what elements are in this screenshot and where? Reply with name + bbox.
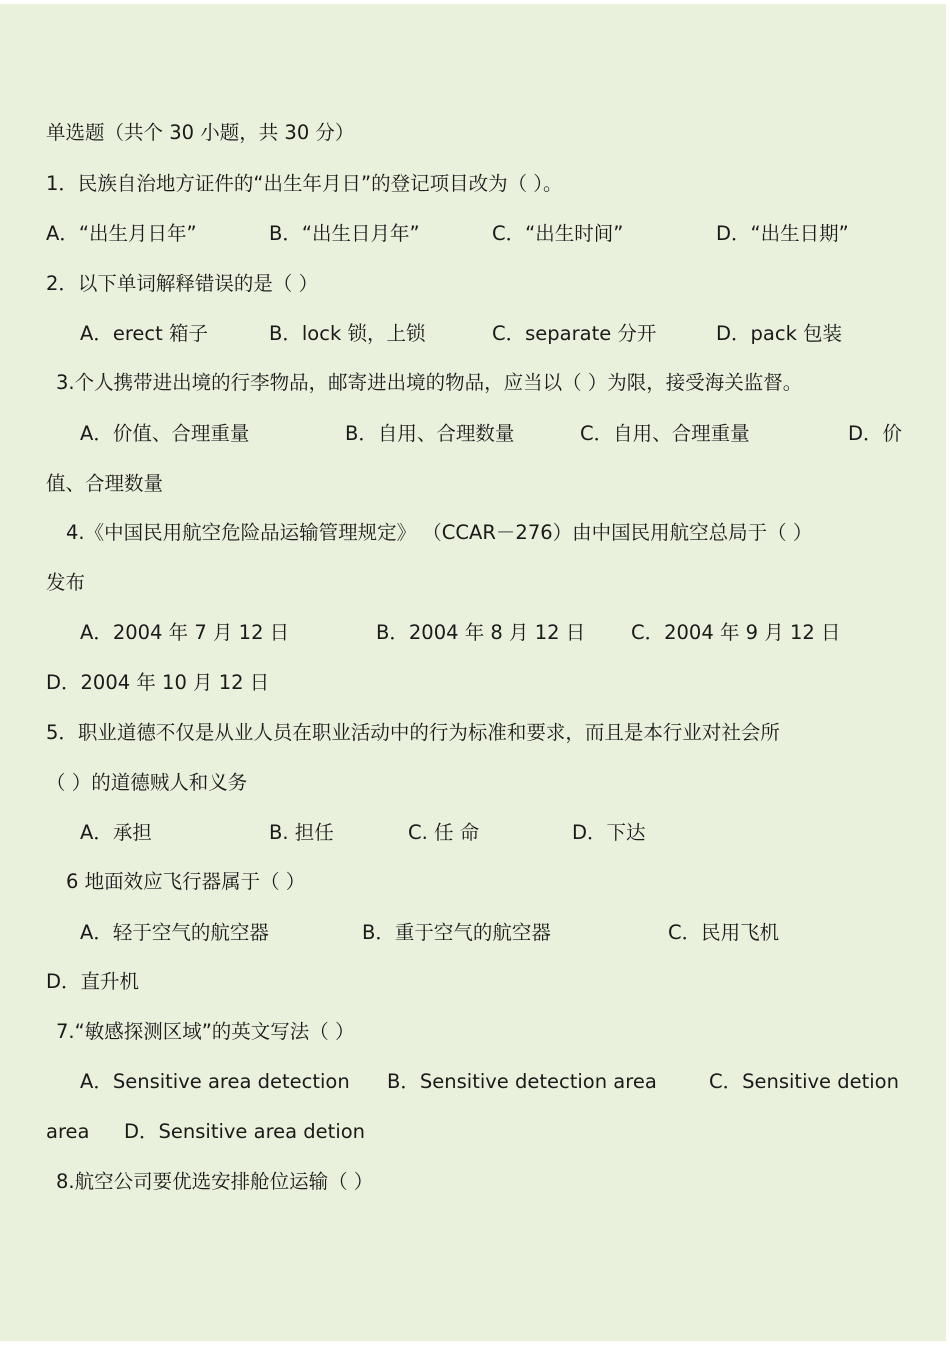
question-5-option-a: A．承担 bbox=[80, 821, 152, 844]
question-7-option-c: C．Sensitive detion bbox=[709, 1070, 899, 1093]
question-1-option-c: C．“出生时间” bbox=[492, 222, 624, 245]
question-3-stem: 3.个人携带进出境的行李物品，邮寄进出境的物品，应当以（ ）为限，接受海关监督。 bbox=[56, 371, 803, 394]
question-4-stem-continued: 发布 bbox=[46, 571, 86, 594]
document-page bbox=[0, 4, 948, 1341]
question-5-stem: 5．职业道德不仅是从业人员在职业活动中的行为标准和要求，而且是本行业对社会所 bbox=[46, 721, 780, 744]
question-5-option-d: D．下达 bbox=[572, 821, 646, 844]
question-1-option-b: B．“出生日月年” bbox=[269, 222, 420, 245]
question-6-stem: 6 地面效应飞行器属于（ ） bbox=[66, 870, 306, 893]
question-1-option-a: A．“出生月日年” bbox=[46, 222, 197, 245]
question-6-option-c: C．民用飞机 bbox=[668, 921, 780, 944]
question-6-option-a: A．轻于空气的航空器 bbox=[80, 921, 269, 944]
question-2-option-a: A．erect 箱子 bbox=[80, 322, 208, 345]
question-7-option-b: B．Sensitive detection area bbox=[387, 1070, 657, 1093]
question-4-stem: 4.《中国民用航空危险品运输管理规定》 （CCAR－276）由中国民用航空总局于（ ） bbox=[66, 521, 813, 544]
question-2-stem: 2．以下单词解释错误的是（ ） bbox=[46, 272, 319, 295]
question-4-option-a: A．2004 年 7 月 12 日 bbox=[80, 621, 290, 644]
question-3-option-d-continued: 值、合理数量 bbox=[46, 472, 164, 495]
question-3-option-c: C．自用、合理重量 bbox=[580, 422, 750, 445]
question-5-stem-continued: （ ）的道德贼人和义务 bbox=[46, 771, 248, 794]
question-4-option-d: D．2004 年 10 月 12 日 bbox=[46, 671, 270, 694]
question-8-stem: 8.航空公司要优选安排舱位运输（ ） bbox=[56, 1170, 374, 1193]
question-7-option-c-continued: area bbox=[46, 1120, 90, 1143]
question-6-option-b: B．重于空气的航空器 bbox=[362, 921, 551, 944]
question-6-option-d: D．直升机 bbox=[46, 970, 140, 993]
question-2-option-b: B．lock 锁，上锁 bbox=[269, 322, 426, 345]
section-title: 单选题（共个 30 小题，共 30 分） bbox=[46, 121, 355, 144]
question-1-option-d: D．“出生日期” bbox=[716, 222, 849, 245]
question-3-option-a: A．价值、合理重量 bbox=[80, 422, 250, 445]
question-3-option-d: D．价 bbox=[848, 422, 903, 445]
question-7-option-d: D．Sensitive area detion bbox=[124, 1120, 366, 1143]
question-2-option-c: C．separate 分开 bbox=[492, 322, 657, 345]
question-5-option-c: C. 任 命 bbox=[408, 821, 480, 844]
question-1-stem: 1．民族自治地方证件的“出生年月日”的登记项目改为（ ）。 bbox=[46, 172, 563, 195]
question-5-option-b: B. 担任 bbox=[269, 821, 334, 844]
question-4-option-c: C．2004 年 9 月 12 日 bbox=[631, 621, 841, 644]
question-7-stem: 7.“敏感探测区域”的英文写法（ ） bbox=[56, 1020, 355, 1043]
question-3-option-b: B．自用、合理数量 bbox=[345, 422, 515, 445]
question-7-option-a: A．Sensitive area detection bbox=[80, 1070, 350, 1093]
question-2-option-d: D．pack 包装 bbox=[716, 322, 843, 345]
question-4-option-b: B．2004 年 8 月 12 日 bbox=[376, 621, 586, 644]
